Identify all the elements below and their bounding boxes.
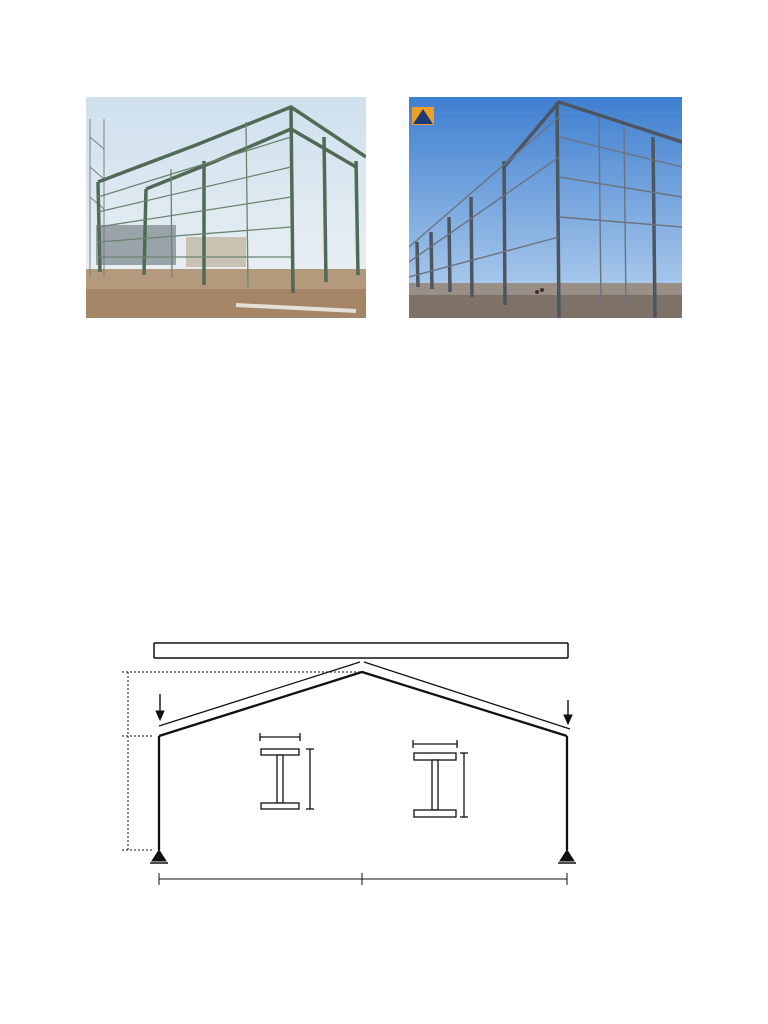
point-load-right	[564, 700, 572, 724]
support-left	[150, 850, 168, 863]
point-load-left	[156, 694, 164, 720]
list-item	[70, 517, 93, 535]
list-item	[70, 499, 93, 517]
gable-frame	[159, 672, 567, 850]
code-paragraph	[47, 457, 722, 478]
wai-load-band	[364, 662, 570, 729]
lingshan-logo	[412, 107, 434, 125]
kolom-section	[260, 733, 314, 809]
balok-section	[413, 740, 468, 817]
gable-frame-photo-right	[409, 97, 682, 318]
top-load-band	[154, 643, 568, 658]
list-item	[70, 535, 93, 553]
list-item	[70, 553, 93, 571]
load-combination-list	[70, 499, 93, 571]
gable-frame-photo-left	[86, 97, 366, 318]
problem-paragraph	[47, 374, 722, 395]
gable-frame-diagram	[62, 596, 702, 901]
support-right	[558, 850, 576, 863]
span-dimensions	[159, 873, 567, 885]
